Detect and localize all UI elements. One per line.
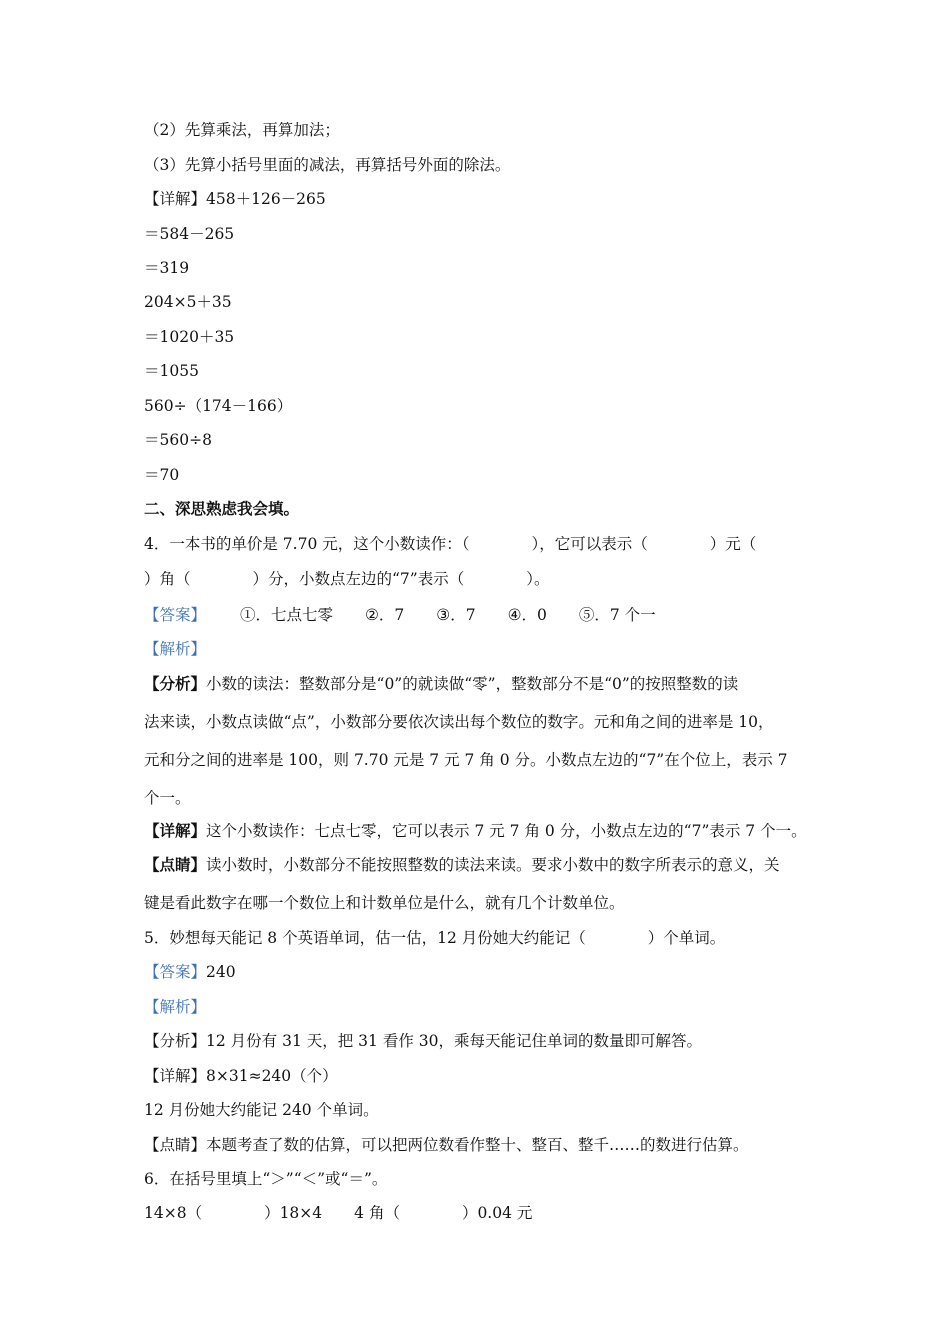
detail-line xyxy=(144,821,807,841)
analysis-text: 12 月份有 31 天，把 31 看作 30，乘每天能记住单词的数量即可解答。 xyxy=(206,1032,702,1050)
question-6-items xyxy=(144,1203,532,1223)
answer-item: ①．七点七零 xyxy=(240,606,334,624)
detail-tag: 【详解】 xyxy=(144,821,207,840)
answer-item: ②．7 xyxy=(365,606,405,624)
analysis-para-line xyxy=(144,674,738,694)
analysis-line xyxy=(144,1031,702,1051)
analysis-tag: 【分析】 xyxy=(144,1032,207,1050)
step-3-text: （3）先算小括号里面的减法，再算括号外面的除法。 xyxy=(144,156,511,174)
compare-item: 4 角（ ）0.04 元 xyxy=(354,1204,533,1222)
calc-line: 560÷（174－166） xyxy=(144,397,293,415)
calc-line: 204×5＋35 xyxy=(144,293,232,311)
calc-line: ＝319 xyxy=(144,259,190,277)
answer-value: 240 xyxy=(206,963,236,981)
compare-item: 14×8（ ）18×4 xyxy=(144,1204,323,1222)
detail-tag: 【详解】 xyxy=(144,190,207,208)
calc-line: ＝560÷8 xyxy=(144,431,212,449)
detail-expression: 458＋126－265 xyxy=(206,190,326,208)
analysis-tag: 【分析】 xyxy=(144,674,207,693)
question-4-line-2: ）角（ ）分，小数点左边的“7”表示（ ）。 xyxy=(144,570,550,588)
section-heading: 二、深思熟虑我会填。 xyxy=(144,499,300,518)
analysis-text: 小数的读法：整数部分是“0”的就读做“零”，整数部分不是“0”的按照整数的读 xyxy=(206,675,739,693)
detail-line: 12 月份她大约能记 240 个单词。 xyxy=(144,1101,379,1119)
detail-text: 8×31≈240（个） xyxy=(206,1067,338,1085)
step-2-text: （2）先算乘法，再算加法； xyxy=(144,121,340,139)
analysis-para-line: 元和分之间的进率是 100，则 7.70 元是 7 元 7 角 0 分。小数点左边的“7”在个位上，表示 7 xyxy=(144,751,788,769)
question-5: 5．妙想每天能记 8 个英语单词，估一估，12 月份她大约能记（ ）个单词。 xyxy=(144,929,726,947)
detail-line xyxy=(144,1066,338,1086)
insight-tag: 【点睛】 xyxy=(144,855,207,874)
analysis-para-line: 个一。 xyxy=(144,789,191,807)
calc-line: ＝584－265 xyxy=(144,225,235,243)
question-5-answer xyxy=(144,962,236,982)
answer-item: ⑤．7 个一 xyxy=(578,606,656,624)
analysis-heading: 【解析】 xyxy=(144,640,207,658)
insight-line xyxy=(144,855,780,875)
question-4-answer xyxy=(144,605,656,625)
calc-line: ＝1020＋35 xyxy=(144,328,235,346)
insight-line xyxy=(144,1135,749,1155)
question-4-line-1: 4．一本书的单价是 7.70 元，这个小数读作：（ ），它可以表示（ ）元（ xyxy=(144,535,757,553)
calc-line: ＝70 xyxy=(144,466,180,484)
detail-tag: 【详解】 xyxy=(144,1067,207,1085)
answer-tag: 【答案】 xyxy=(144,963,207,981)
detail-line-1 xyxy=(144,189,326,209)
insight-text: 读小数时，小数部分不能按照整数的读法来读。要求小数中的数字所表示的意义，关 xyxy=(206,856,780,874)
detail-text: 这个小数读作：七点七零，它可以表示 7 元 7 角 0 分，小数点左边的“7”表示 7 个一。 xyxy=(206,822,807,840)
answer-tag: 【答案】 xyxy=(144,606,207,624)
calc-line: ＝1055 xyxy=(144,362,199,380)
insight-tag: 【点睛】 xyxy=(144,1136,207,1154)
insight-text: 本题考查了数的估算，可以把两位数看作整十、整百、整千……的数进行估算。 xyxy=(206,1136,749,1154)
analysis-heading: 【解析】 xyxy=(144,998,207,1016)
analysis-para-line: 法来读，小数点读做“点”，小数部分要依次读出每个数位的数字。元和角之间的进率是 10， xyxy=(144,713,774,731)
answer-item: ③．7 xyxy=(436,606,476,624)
answer-item: ④．0 xyxy=(507,606,547,624)
question-6: 6．在括号里填上“＞”“＜”或“＝”。 xyxy=(144,1170,388,1188)
insight-line: 键是看此数字在哪一个数位上和计数单位是什么，就有几个计数单位。 xyxy=(144,894,625,912)
